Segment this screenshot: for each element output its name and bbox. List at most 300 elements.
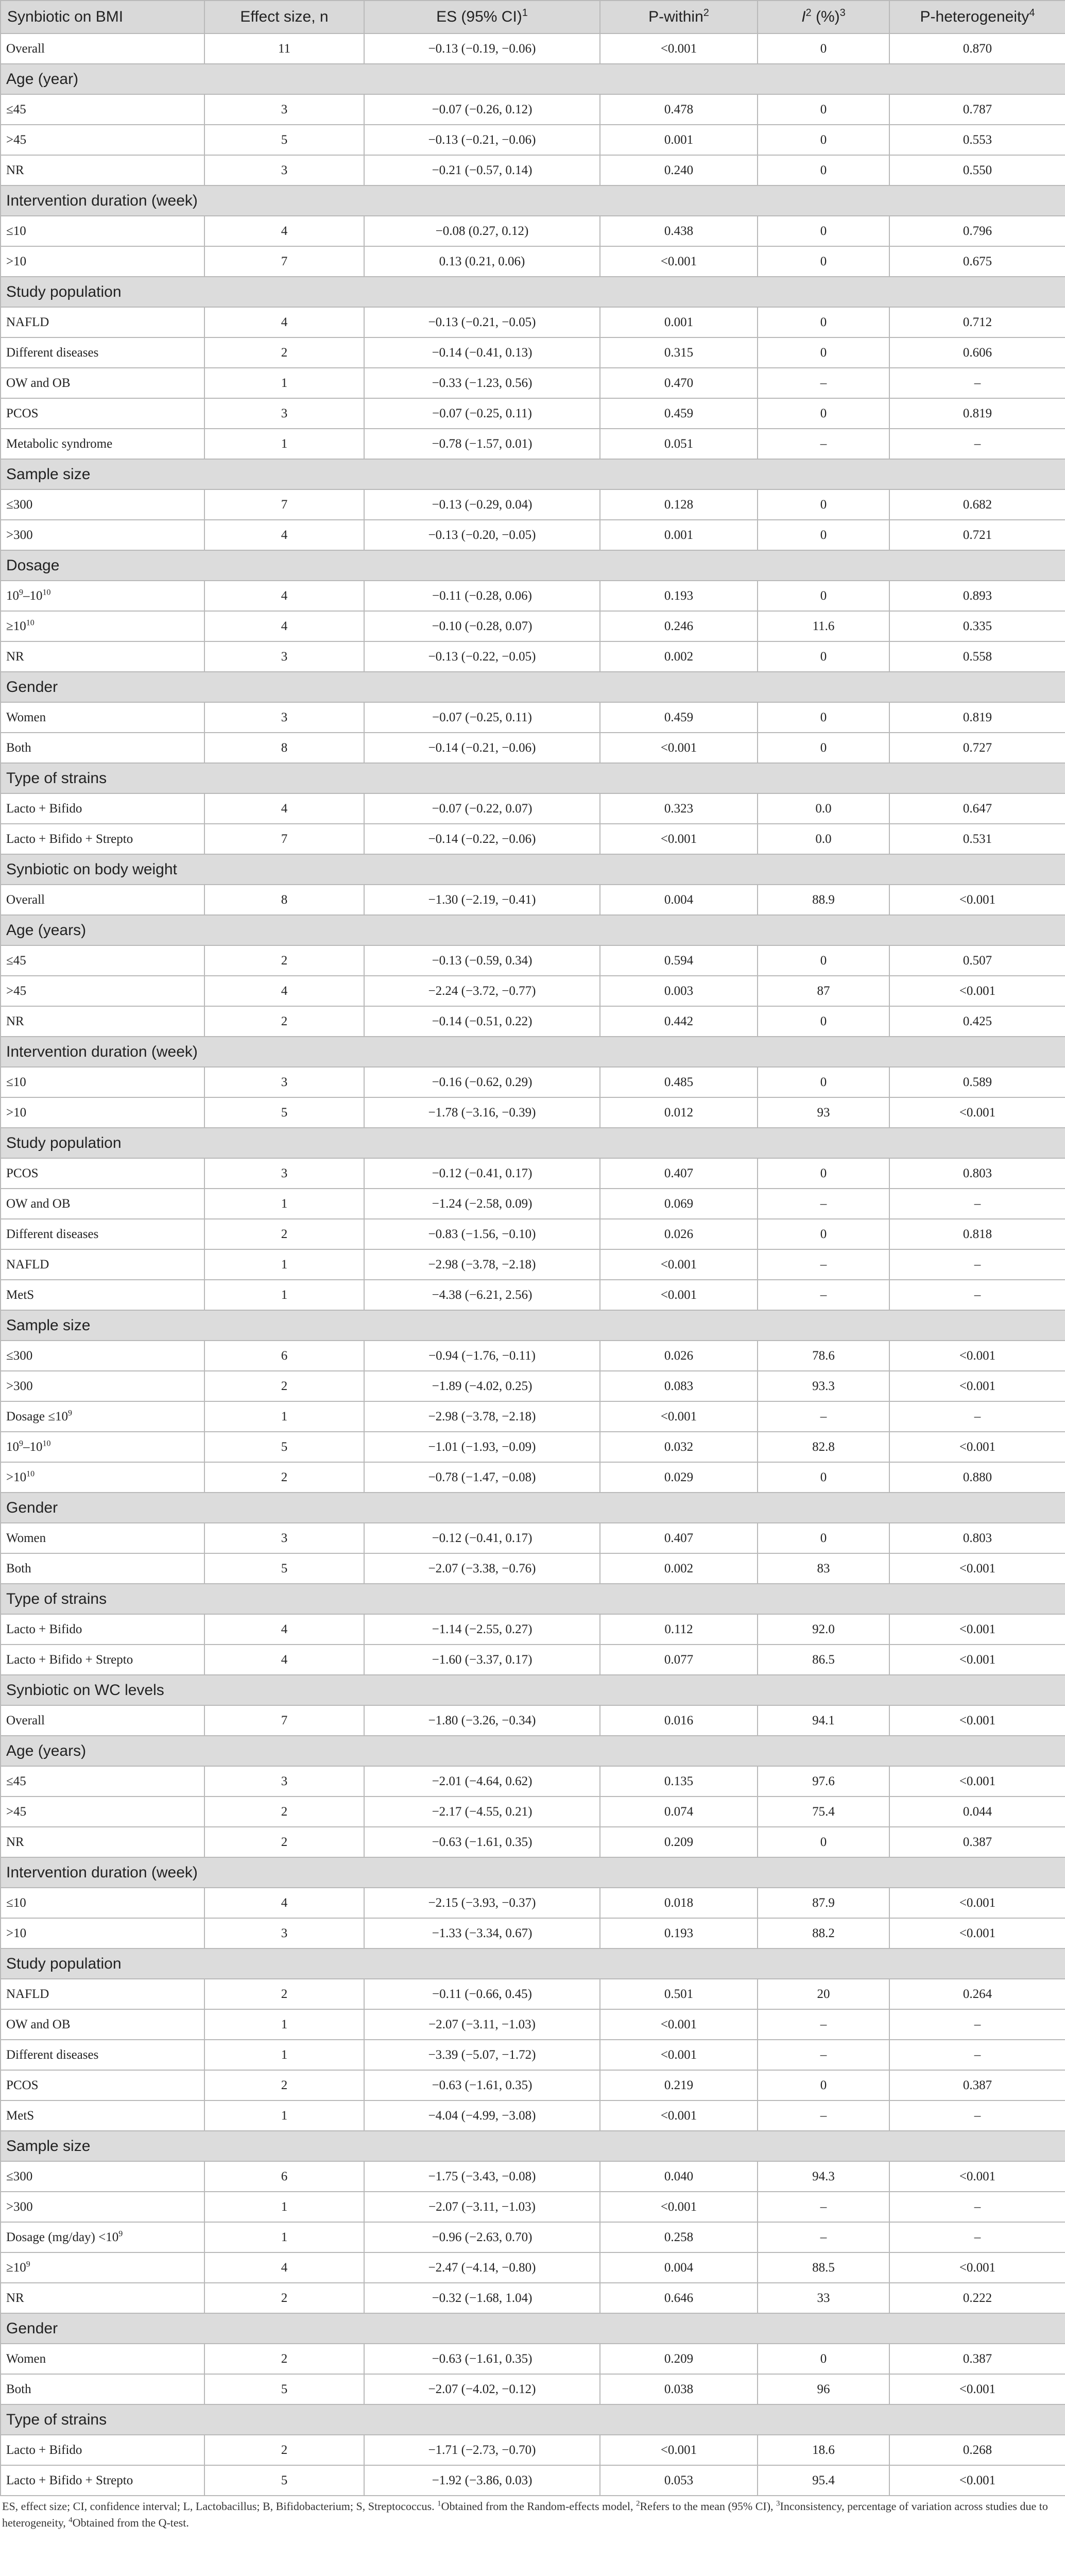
i-squared-cell: 88.5	[758, 2252, 889, 2283]
table-row	[1, 1067, 1065, 1097]
table-row	[1, 1523, 1065, 1553]
p-heterogeneity-cell: –	[889, 1189, 1065, 1219]
es-ci-cell: −0.13 (−0.59, 0.34)	[364, 945, 600, 976]
es-ci-cell: −2.07 (−3.38, −0.76)	[364, 1553, 600, 1584]
p-heterogeneity-cell: <0.001	[889, 2252, 1065, 2283]
effect-size-cell: 2	[204, 1006, 364, 1037]
table-row	[1, 793, 1065, 824]
footnote-superscript: 2	[636, 2499, 640, 2508]
p-heterogeneity-cell: <0.001	[889, 1097, 1065, 1128]
p-within-cell: 0.407	[600, 1523, 758, 1553]
i-squared-cell: 0.0	[758, 793, 889, 824]
effect-size-cell: 3	[204, 1523, 364, 1553]
i-squared-cell: 0	[758, 945, 889, 976]
effect-size-cell: 3	[204, 641, 364, 672]
p-heterogeneity-cell: <0.001	[889, 1645, 1065, 1675]
es-ci-cell: −0.21 (−0.57, 0.14)	[364, 155, 600, 185]
table-row	[1, 1827, 1065, 1857]
i-squared-cell: 0	[758, 398, 889, 429]
header-superscript: 3	[839, 7, 846, 19]
p-within-cell: <0.001	[600, 2192, 758, 2222]
row-label: Women	[1, 702, 204, 733]
p-within-cell: 0.459	[600, 398, 758, 429]
table-row	[1, 885, 1065, 915]
i-squared-cell: 0	[758, 246, 889, 277]
row-label: NAFLD	[1, 307, 204, 337]
i-squared-cell: 0	[758, 1158, 889, 1189]
es-ci-cell: −1.78 (−3.16, −0.39)	[364, 1097, 600, 1128]
header-p-within	[600, 1, 758, 33]
label-text: Dosage (mg/day) <10	[6, 2230, 119, 2244]
effect-size-cell: 7	[204, 489, 364, 520]
table-row	[1, 337, 1065, 368]
effect-size-cell: 8	[204, 733, 364, 763]
table-row	[1, 611, 1065, 641]
i-squared-cell: 0	[758, 702, 889, 733]
p-within-cell: 0.112	[600, 1614, 758, 1645]
p-within-cell: 0.069	[600, 1189, 758, 1219]
row-label: Lacto + Bifido	[1, 1614, 204, 1645]
footnote-text: Refers to the mean (95% CI),	[640, 2500, 777, 2513]
table-row	[1, 246, 1065, 277]
p-heterogeneity-cell: 0.787	[889, 94, 1065, 125]
i-squared-cell: 0	[758, 1827, 889, 1857]
p-heterogeneity-cell: 0.507	[889, 945, 1065, 976]
p-within-cell: 0.038	[600, 2374, 758, 2404]
i-squared-cell: 96	[758, 2374, 889, 2404]
table-row	[1, 2283, 1065, 2313]
effect-size-cell: 1	[204, 1189, 364, 1219]
section-header-row	[1, 1128, 1065, 1158]
row-label: NR	[1, 641, 204, 672]
p-heterogeneity-cell: –	[889, 1249, 1065, 1280]
effect-size-cell: 5	[204, 1553, 364, 1584]
p-heterogeneity-cell: 0.531	[889, 824, 1065, 854]
p-within-cell: 0.315	[600, 337, 758, 368]
es-ci-cell: −0.07 (−0.22, 0.07)	[364, 793, 600, 824]
header-es-ci	[364, 1, 600, 33]
effect-size-cell: 1	[204, 1401, 364, 1432]
p-heterogeneity-cell: –	[889, 1401, 1065, 1432]
row-label: OW and OB	[1, 1189, 204, 1219]
table-row	[1, 216, 1065, 246]
p-within-cell: 0.083	[600, 1371, 758, 1401]
p-within-cell: <0.001	[600, 1280, 758, 1310]
i-squared-cell: 0	[758, 94, 889, 125]
p-heterogeneity-cell: 0.264	[889, 1979, 1065, 2009]
i-squared-cell: 11.6	[758, 611, 889, 641]
p-heterogeneity-cell: <0.001	[889, 2465, 1065, 2496]
section-header-row	[1, 915, 1065, 945]
effect-size-cell: 2	[204, 1462, 364, 1493]
header-row	[1, 1, 1065, 33]
row-label: NR	[1, 2283, 204, 2313]
label-text: ≥10	[6, 2260, 26, 2275]
section-title: Sample size	[1, 2131, 1065, 2161]
effect-size-cell: 1	[204, 1249, 364, 1280]
i-squared-cell: 0	[758, 1462, 889, 1493]
section-title: Type of strains	[1, 1584, 1065, 1614]
section-title: Age (year)	[1, 64, 1065, 94]
es-ci-cell: −1.01 (−1.93, −0.09)	[364, 1432, 600, 1462]
p-within-cell: 0.053	[600, 2465, 758, 2496]
es-ci-cell: −1.71 (−2.73, −0.70)	[364, 2435, 600, 2465]
es-ci-cell: −2.07 (−4.02, −0.12)	[364, 2374, 600, 2404]
es-ci-cell: −0.10 (−0.28, 0.07)	[364, 611, 600, 641]
i-squared-cell: 82.8	[758, 1432, 889, 1462]
table-row	[1, 1705, 1065, 1736]
i-squared-cell: 87.9	[758, 1888, 889, 1918]
row-label: Lacto + Bifido	[1, 2435, 204, 2465]
es-ci-cell: −0.07 (−0.26, 0.12)	[364, 94, 600, 125]
es-ci-cell: −2.01 (−4.64, 0.62)	[364, 1766, 600, 1797]
i-squared-cell: 78.6	[758, 1341, 889, 1371]
row-label: Different diseases	[1, 2040, 204, 2070]
label-exponent: 9	[67, 1409, 72, 1418]
table-row	[1, 1249, 1065, 1280]
header-effect-size	[204, 1, 364, 33]
table-row	[1, 1614, 1065, 1645]
section-header-row	[1, 1584, 1065, 1614]
i-squared-cell: 92.0	[758, 1614, 889, 1645]
es-ci-cell: −0.07 (−0.25, 0.11)	[364, 398, 600, 429]
label-text: 10	[6, 588, 19, 603]
p-within-cell: <0.001	[600, 733, 758, 763]
p-heterogeneity-cell: 0.268	[889, 2435, 1065, 2465]
header-superscript: 1	[522, 7, 528, 19]
effect-size-cell: 2	[204, 2283, 364, 2313]
i-squared-cell: 93	[758, 1097, 889, 1128]
row-label: Lacto + Bifido + Strepto	[1, 824, 204, 854]
section-header-row	[1, 2131, 1065, 2161]
table-row	[1, 1401, 1065, 1432]
es-ci-cell: −0.32 (−1.68, 1.04)	[364, 2283, 600, 2313]
effect-size-cell: 3	[204, 94, 364, 125]
row-label: >10	[1, 246, 204, 277]
p-within-cell: 0.209	[600, 1827, 758, 1857]
row-label: NR	[1, 1006, 204, 1037]
table-row	[1, 945, 1065, 976]
row-label: >10	[1, 1097, 204, 1128]
p-heterogeneity-cell: <0.001	[889, 2374, 1065, 2404]
effect-size-cell: 1	[204, 2100, 364, 2131]
p-heterogeneity-cell: <0.001	[889, 1553, 1065, 1584]
es-ci-cell: −1.33 (−3.34, 0.67)	[364, 1918, 600, 1948]
table-row	[1, 2374, 1065, 2404]
row-label: Both	[1, 733, 204, 763]
row-label: >300	[1, 2192, 204, 2222]
effect-size-cell: 3	[204, 1158, 364, 1189]
section-header-row	[1, 1310, 1065, 1341]
es-ci-cell: −2.98 (−3.78, −2.18)	[364, 1401, 600, 1432]
section-title: Type of strains	[1, 2404, 1065, 2435]
table-row	[1, 125, 1065, 155]
es-ci-cell: −1.80 (−3.26, −0.34)	[364, 1705, 600, 1736]
es-ci-cell: −0.16 (−0.62, 0.29)	[364, 1067, 600, 1097]
header-label: I	[801, 8, 806, 25]
p-within-cell: 0.323	[600, 793, 758, 824]
section-title: Synbiotic on WC levels	[1, 1675, 1065, 1705]
p-within-cell: 0.258	[600, 2222, 758, 2252]
p-heterogeneity-cell: 0.044	[889, 1797, 1065, 1827]
i-squared-cell: –	[758, 368, 889, 398]
p-within-cell: 0.219	[600, 2070, 758, 2100]
row-label	[1, 581, 204, 611]
i-squared-cell: 87	[758, 976, 889, 1006]
p-within-cell: <0.001	[600, 2100, 758, 2131]
p-heterogeneity-cell: 0.721	[889, 520, 1065, 550]
p-heterogeneity-cell: 0.819	[889, 398, 1065, 429]
i-squared-cell: 97.6	[758, 1766, 889, 1797]
es-ci-cell: −0.78 (−1.47, −0.08)	[364, 1462, 600, 1493]
es-ci-cell: −2.47 (−4.14, −0.80)	[364, 2252, 600, 2283]
table-row	[1, 1371, 1065, 1401]
p-within-cell: 0.646	[600, 2283, 758, 2313]
i-squared-cell: 86.5	[758, 1645, 889, 1675]
label-text: ≥10	[6, 619, 26, 633]
p-heterogeneity-cell: 0.803	[889, 1523, 1065, 1553]
header-label: Effect size, n	[240, 8, 329, 25]
label-exponent: 10	[42, 1439, 51, 1448]
p-within-cell: 0.001	[600, 307, 758, 337]
row-label: PCOS	[1, 398, 204, 429]
effect-size-cell: 2	[204, 1219, 364, 1249]
i-squared-cell: 94.1	[758, 1705, 889, 1736]
i-squared-cell: –	[758, 429, 889, 459]
es-ci-cell: −2.24 (−3.72, −0.77)	[364, 976, 600, 1006]
p-within-cell: <0.001	[600, 1249, 758, 1280]
i-squared-cell: 88.9	[758, 885, 889, 915]
table-row	[1, 520, 1065, 550]
section-header-row	[1, 672, 1065, 702]
table-row	[1, 1918, 1065, 1948]
table-row	[1, 1888, 1065, 1918]
i-squared-cell: 0	[758, 155, 889, 185]
p-within-cell: <0.001	[600, 33, 758, 64]
p-heterogeneity-cell: 0.880	[889, 1462, 1065, 1493]
p-within-cell: 0.026	[600, 1341, 758, 1371]
section-title: Study population	[1, 1128, 1065, 1158]
row-label: ≤300	[1, 1341, 204, 1371]
table-row	[1, 1432, 1065, 1462]
header-label: P-heterogeneity	[920, 8, 1029, 25]
effect-size-cell: 2	[204, 1797, 364, 1827]
section-header-row	[1, 277, 1065, 307]
p-heterogeneity-cell: –	[889, 2222, 1065, 2252]
table-row	[1, 307, 1065, 337]
es-ci-cell: −1.75 (−3.43, −0.08)	[364, 2161, 600, 2192]
section-title: Age (years)	[1, 1736, 1065, 1766]
p-heterogeneity-cell: 0.335	[889, 611, 1065, 641]
es-ci-cell: −0.07 (−0.25, 0.11)	[364, 702, 600, 733]
header-p-heterogeneity	[889, 1, 1065, 33]
es-ci-cell: −0.13 (−0.22, −0.05)	[364, 641, 600, 672]
p-within-cell: 0.004	[600, 885, 758, 915]
p-within-cell: 0.026	[600, 1219, 758, 1249]
table-row	[1, 94, 1065, 125]
p-within-cell: 0.459	[600, 702, 758, 733]
i-squared-cell: 0	[758, 1219, 889, 1249]
p-within-cell: 0.438	[600, 216, 758, 246]
table-row	[1, 33, 1065, 64]
p-heterogeneity-cell: 0.727	[889, 733, 1065, 763]
effect-size-cell: 6	[204, 2161, 364, 2192]
table-row	[1, 1219, 1065, 1249]
row-label: Both	[1, 1553, 204, 1584]
p-heterogeneity-cell: –	[889, 429, 1065, 459]
p-heterogeneity-cell: –	[889, 2192, 1065, 2222]
es-ci-cell: −0.63 (−1.61, 0.35)	[364, 1827, 600, 1857]
label-text: 10	[6, 1439, 19, 1454]
es-ci-cell: −4.38 (−6.21, 2.56)	[364, 1280, 600, 1310]
i-squared-cell: 75.4	[758, 1797, 889, 1827]
table-row	[1, 2100, 1065, 2131]
effect-size-cell: 4	[204, 1888, 364, 1918]
p-within-cell: 0.193	[600, 1918, 758, 1948]
table-row	[1, 2344, 1065, 2374]
es-ci-cell: −1.92 (−3.86, 0.03)	[364, 2465, 600, 2496]
i-squared-cell: –	[758, 1249, 889, 1280]
i-squared-cell: 0	[758, 581, 889, 611]
p-within-cell: <0.001	[600, 1401, 758, 1432]
row-label: ≤10	[1, 1888, 204, 1918]
table-row	[1, 1158, 1065, 1189]
effect-size-cell: 3	[204, 155, 364, 185]
es-ci-cell: −1.14 (−2.55, 0.27)	[364, 1614, 600, 1645]
i-squared-cell: 0	[758, 216, 889, 246]
p-within-cell: <0.001	[600, 824, 758, 854]
effect-size-cell: 11	[204, 33, 364, 64]
effect-size-cell: 4	[204, 793, 364, 824]
row-label: OW and OB	[1, 2009, 204, 2040]
i-squared-cell: 0	[758, 733, 889, 763]
section-title: Intervention duration (week)	[1, 1037, 1065, 1067]
header-label-rest: (%)	[811, 8, 840, 25]
p-within-cell: 0.003	[600, 976, 758, 1006]
label-text: –10	[23, 1439, 43, 1454]
es-ci-cell: −0.13 (−0.21, −0.05)	[364, 307, 600, 337]
section-title: Study population	[1, 1948, 1065, 1979]
section-header-row	[1, 1857, 1065, 1888]
row-label: >45	[1, 125, 204, 155]
row-label	[1, 1401, 204, 1432]
table-row	[1, 1797, 1065, 1827]
header-i-squared	[758, 1, 889, 33]
table-row	[1, 2040, 1065, 2070]
row-label: Lacto + Bifido + Strepto	[1, 1645, 204, 1675]
header-superscript: 2	[703, 7, 709, 19]
row-label	[1, 611, 204, 641]
p-heterogeneity-cell: <0.001	[889, 1705, 1065, 1736]
es-ci-cell: −3.39 (−5.07, −1.72)	[364, 2040, 600, 2070]
es-ci-cell: −0.96 (−2.63, 0.70)	[364, 2222, 600, 2252]
es-ci-cell: −2.07 (−3.11, −1.03)	[364, 2009, 600, 2040]
es-ci-cell: −1.24 (−2.58, 0.09)	[364, 1189, 600, 1219]
effect-size-cell: 1	[204, 2009, 364, 2040]
p-heterogeneity-cell: <0.001	[889, 1341, 1065, 1371]
es-ci-cell: −2.17 (−4.55, 0.21)	[364, 1797, 600, 1827]
row-label: ≤45	[1, 1766, 204, 1797]
section-title: Gender	[1, 2313, 1065, 2344]
section-title: Dosage	[1, 550, 1065, 581]
p-heterogeneity-cell: <0.001	[889, 1371, 1065, 1401]
i-squared-cell: 0	[758, 307, 889, 337]
label-exponent: 10	[42, 588, 51, 597]
p-heterogeneity-cell: 0.682	[889, 489, 1065, 520]
p-within-cell: 0.012	[600, 1097, 758, 1128]
p-within-cell: 0.001	[600, 125, 758, 155]
p-heterogeneity-cell: 0.589	[889, 1067, 1065, 1097]
label-text: –10	[23, 588, 43, 603]
p-within-cell: 0.442	[600, 1006, 758, 1037]
p-heterogeneity-cell: 0.558	[889, 641, 1065, 672]
section-header-row	[1, 185, 1065, 216]
i-squared-cell: 0	[758, 33, 889, 64]
effect-size-cell: 2	[204, 1371, 364, 1401]
footnote-superscript: 3	[776, 2499, 780, 2508]
table-row	[1, 1553, 1065, 1584]
row-label: NR	[1, 155, 204, 185]
p-heterogeneity-cell: <0.001	[889, 1432, 1065, 1462]
section-title: Type of strains	[1, 763, 1065, 793]
effect-size-cell: 4	[204, 216, 364, 246]
row-label: NAFLD	[1, 1249, 204, 1280]
section-title: Intervention duration (week)	[1, 1857, 1065, 1888]
p-heterogeneity-cell: –	[889, 2040, 1065, 2070]
p-heterogeneity-cell: 0.870	[889, 33, 1065, 64]
p-within-cell: 0.002	[600, 641, 758, 672]
table-row	[1, 1006, 1065, 1037]
effect-size-cell: 2	[204, 2435, 364, 2465]
i-squared-cell: 0	[758, 337, 889, 368]
table-row	[1, 2252, 1065, 2283]
es-ci-cell: −2.15 (−3.93, −0.37)	[364, 1888, 600, 1918]
table-row	[1, 702, 1065, 733]
p-heterogeneity-cell: 0.387	[889, 2344, 1065, 2374]
table-row	[1, 824, 1065, 854]
row-label: Women	[1, 1523, 204, 1553]
i-squared-cell: 0	[758, 1006, 889, 1037]
section-header-row	[1, 459, 1065, 489]
effect-size-cell: 7	[204, 1705, 364, 1736]
p-heterogeneity-cell: <0.001	[889, 976, 1065, 1006]
footnote-text: Inconsistency, percentage of variation across studies due to heterogeneity,	[2, 2500, 1048, 2529]
table-row	[1, 489, 1065, 520]
i-squared-cell: –	[758, 2040, 889, 2070]
table-row	[1, 2222, 1065, 2252]
table-row	[1, 1097, 1065, 1128]
es-ci-cell: −0.12 (−0.41, 0.17)	[364, 1523, 600, 1553]
row-label: ≤45	[1, 945, 204, 976]
es-ci-cell: −0.13 (−0.21, −0.06)	[364, 125, 600, 155]
table-row	[1, 398, 1065, 429]
table-header	[1, 1, 1065, 33]
effect-size-cell: 4	[204, 1645, 364, 1675]
i-squared-cell: 0.0	[758, 824, 889, 854]
i-squared-cell: –	[758, 2100, 889, 2131]
table-row	[1, 1645, 1065, 1675]
p-within-cell: 0.077	[600, 1645, 758, 1675]
table-row	[1, 155, 1065, 185]
i-squared-cell: 18.6	[758, 2435, 889, 2465]
effect-size-cell: 3	[204, 702, 364, 733]
effect-size-cell: 1	[204, 429, 364, 459]
table-row	[1, 733, 1065, 763]
p-heterogeneity-cell: 0.425	[889, 1006, 1065, 1037]
footnote-text: Obtained from the Q-test.	[72, 2516, 189, 2529]
label-exponent: 9	[118, 2229, 123, 2239]
es-ci-cell: −4.04 (−4.99, −3.08)	[364, 2100, 600, 2131]
